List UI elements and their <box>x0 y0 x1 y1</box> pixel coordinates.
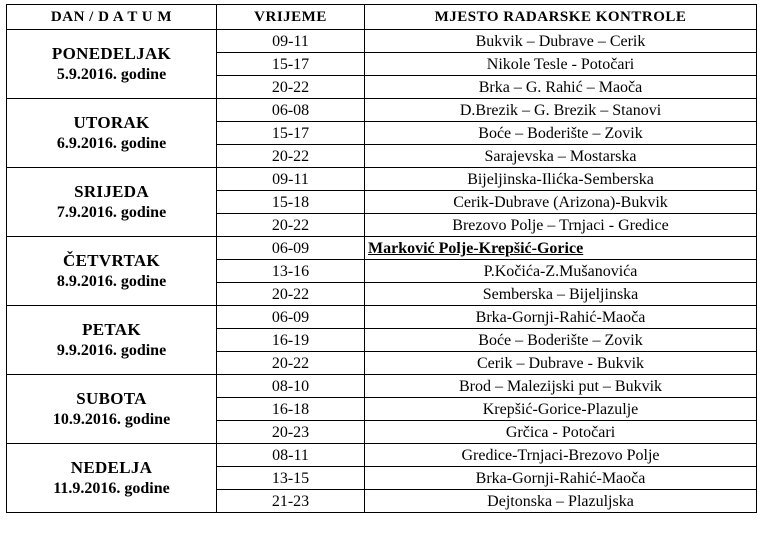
location-cell: Dejtonska – Plazuljska <box>365 490 757 513</box>
day-cell-tuesday <box>7 99 217 168</box>
header-time: VRIJEME <box>217 5 365 30</box>
table-row <box>7 444 757 467</box>
time-cell: 16-19 <box>217 329 365 352</box>
location-cell: Gredice-Trnjaci-Brezovo Polje <box>365 444 757 467</box>
time-cell: 20-22 <box>217 214 365 237</box>
day-name: SUBOTA <box>76 389 147 408</box>
day-date: 9.9.2016. godine <box>56 342 167 359</box>
time-cell: 13-15 <box>217 467 365 490</box>
location-cell: D.Brezik – G. Brezik – Stanovi <box>365 99 757 122</box>
day-cell-monday <box>7 30 217 99</box>
radar-control-schedule-table <box>6 4 757 513</box>
header-day-date: DAN / D A T U M <box>7 5 217 30</box>
table-row <box>7 30 757 53</box>
time-cell: 08-10 <box>217 375 365 398</box>
location-cell: Brka – G. Rahić – Maoča <box>365 76 757 99</box>
location-cell: Nikole Tesle - Potočari <box>365 53 757 76</box>
time-cell: 06-08 <box>217 99 365 122</box>
location-cell: Brka-Gornji-Rahić-Maoča <box>365 306 757 329</box>
day-cell-friday <box>7 306 217 375</box>
day-cell-wednesday <box>7 168 217 237</box>
location-cell: Krepšić-Gorice-Plazulje <box>365 398 757 421</box>
day-date: 7.9.2016. godine <box>56 204 167 221</box>
location-cell: Bukvik – Dubrave – Cerik <box>365 30 757 53</box>
time-cell: 08-11 <box>217 444 365 467</box>
time-cell: 13-16 <box>217 260 365 283</box>
location-cell: Brod – Malezijski put – Bukvik <box>365 375 757 398</box>
time-cell: 20-22 <box>217 352 365 375</box>
day-cell-thursday <box>7 237 217 306</box>
time-cell: 20-22 <box>217 283 365 306</box>
time-cell: 06-09 <box>217 306 365 329</box>
header-location: MJESTO RADARSKE KONTROLE <box>365 5 757 30</box>
location-cell: Semberska – Bijeljinska <box>365 283 757 306</box>
table-row <box>7 306 757 329</box>
location-cell: Grčica - Potočari <box>365 421 757 444</box>
time-cell: 06-09 <box>217 237 365 260</box>
schedule-document <box>6 4 756 513</box>
day-name: ČETVRTAK <box>63 251 160 270</box>
table-row <box>7 237 757 260</box>
time-cell: 09-11 <box>217 168 365 191</box>
location-cell: Brka-Gornji-Rahić-Maoča <box>365 467 757 490</box>
day-date: 5.9.2016. godine <box>56 66 167 83</box>
location-cell: Boće – Boderište – Zovik <box>365 329 757 352</box>
location-cell: P.Kočića-Z.Mušanovića <box>365 260 757 283</box>
day-cell-sunday <box>7 444 217 513</box>
day-date: 8.9.2016. godine <box>56 273 167 290</box>
table-header-row <box>7 5 757 30</box>
day-name: UTORAK <box>73 113 150 132</box>
day-name: NEDELJA <box>70 458 153 477</box>
day-cell-saturday <box>7 375 217 444</box>
time-cell: 21-23 <box>217 490 365 513</box>
day-name: PONEDELJAK <box>51 44 172 63</box>
time-cell: 15-17 <box>217 53 365 76</box>
table-row <box>7 168 757 191</box>
table-row <box>7 375 757 398</box>
time-cell: 09-11 <box>217 30 365 53</box>
time-cell: 20-22 <box>217 76 365 99</box>
day-date: 11.9.2016. godine <box>53 480 170 497</box>
day-name: SRIJEDA <box>74 182 149 201</box>
time-cell: 15-17 <box>217 122 365 145</box>
day-date: 6.9.2016. godine <box>56 135 167 152</box>
location-cell: Bijeljinska-Ilićka-Semberska <box>365 168 757 191</box>
time-cell: 20-22 <box>217 145 365 168</box>
location-cell-highlighted: Marković Polje-Krepšić-Gorice <box>365 237 757 260</box>
day-name: PETAK <box>82 320 141 339</box>
location-cell: Brezovo Polje – Trnjaci - Gredice <box>365 214 757 237</box>
time-cell: 16-18 <box>217 398 365 421</box>
time-cell: 15-18 <box>217 191 365 214</box>
day-date: 10.9.2016. godine <box>52 411 171 428</box>
time-cell: 20-23 <box>217 421 365 444</box>
table-row <box>7 99 757 122</box>
location-cell: Cerik – Dubrave - Bukvik <box>365 352 757 375</box>
location-cell: Boće – Boderište – Zovik <box>365 122 757 145</box>
location-cell: Cerik-Dubrave (Arizona)-Bukvik <box>365 191 757 214</box>
location-cell: Sarajevska – Mostarska <box>365 145 757 168</box>
